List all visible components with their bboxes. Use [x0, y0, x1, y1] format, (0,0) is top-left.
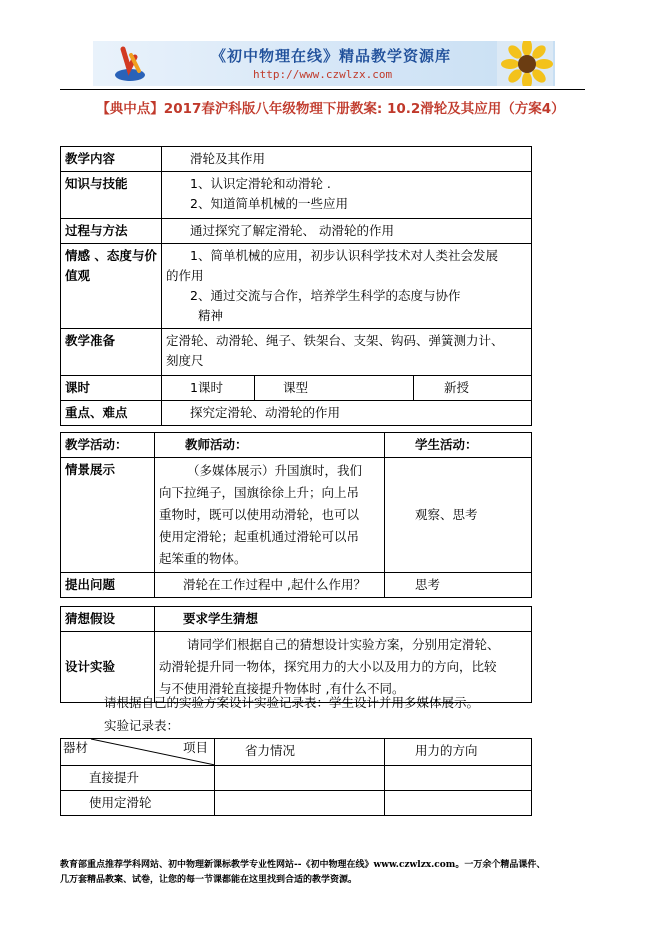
column-header: 教学活动： [61, 433, 155, 458]
class-type-value: 新授 [414, 376, 532, 401]
key-points-value: 探究定滑轮、动滑轮的作用 [162, 401, 532, 426]
experiment-record-table [60, 738, 532, 816]
content-line: 2、知道简单机械的一些应用 [190, 196, 348, 211]
row-content [155, 632, 532, 703]
row-label: 教学准备 [61, 329, 162, 376]
column-header: 用力的方向 [385, 739, 532, 766]
footer-line: 几万套精品教案、试卷，让您的每一节课都能在这里找到合适的教学资源。 [60, 875, 358, 885]
table-row [61, 632, 532, 703]
content-line: 1、简单机械的应用，初步认识科学技术对人类社会发展 [190, 248, 498, 263]
footer-line: 教育部重点推荐学科网站、初中物理新课标教学专业性网站--《初中物理在线》www.czwlzx.com。一万余个精品课件、 [60, 860, 546, 870]
content-line: 使用定滑轮；起重机通过滑轮可以吊 [159, 529, 360, 544]
table-cell [385, 766, 532, 791]
content-line: （多媒体展示）升国旗时，我们 [187, 463, 363, 478]
table-row [61, 739, 532, 766]
row-label: 提出问题 [61, 573, 155, 598]
table-cell [385, 791, 532, 816]
class-hours-value: 1课时 [162, 376, 255, 401]
table-row [61, 376, 532, 401]
row-label: 过程与方法 [61, 219, 162, 244]
corner-label-item: 项目 [182, 740, 208, 755]
table-cell [215, 766, 385, 791]
table-row [61, 147, 532, 172]
teacher-activity: 滑轮在工作过程中 ,起什么作用？ [155, 573, 385, 598]
class-type-label: 课型 [255, 376, 414, 401]
sunflower-icon [497, 41, 553, 86]
record-table-caption: 实验记录表： [104, 718, 180, 733]
content-line: 精神 [198, 308, 224, 323]
content-line: 起笨重的物体。 [159, 551, 247, 566]
class-hours-label: 课时 [61, 376, 162, 401]
lesson-info-table [60, 146, 532, 426]
header-divider [60, 89, 585, 90]
content-line: 1、认识定滑轮和动滑轮 . [190, 176, 331, 191]
table-row [61, 433, 532, 458]
content-line: 请同学们根据自己的猜想设计实验方案，分别用定滑轮、 [187, 637, 500, 652]
page-footer [60, 858, 600, 888]
row-label: 直接提升 [61, 766, 215, 791]
key-points-label: 重点、难点 [61, 401, 162, 426]
table-row [61, 401, 532, 426]
row-content [162, 147, 532, 172]
document-title: 【典中点】2017春沪科版八年级物理下册教案: 10.2滑轮及其应用（方案4） [96, 101, 565, 117]
banner-url[interactable]: http://www.czwlzx.com [253, 68, 393, 81]
row-label: 教学内容 [61, 147, 162, 172]
content-line: 的作用 [166, 268, 204, 283]
teacher-activity [155, 458, 385, 573]
corner-label-equipment: 器材 [63, 740, 89, 755]
content-line: 动滑轮提升同一物体，探究用力的大小以及用力的方向，比较 [159, 659, 497, 674]
row-label: 情感 、态度与价值观 [61, 244, 162, 329]
header-banner [93, 41, 555, 86]
student-activity: 观察、思考 [385, 458, 532, 573]
column-header: 省力情况 [215, 739, 385, 766]
table-row [61, 172, 532, 219]
table-cell [215, 791, 385, 816]
table-row [61, 458, 532, 573]
content-line: 刻度尺 [166, 353, 204, 368]
row-label: 设计实验 [61, 632, 155, 703]
row-content [162, 244, 532, 329]
content-line: 与不使用滑轮直接提升物体时 ,有什么不同。 [159, 681, 405, 696]
row-content [162, 219, 532, 244]
row-label: 猜想假设 [61, 607, 155, 632]
instruction-text: 请根据自己的实验方案设计实验记录表：学生设计并用多媒体展示。 [104, 695, 480, 710]
content-line: 定滑轮、动滑轮、绳子、铁架台、支架、钩码、弹簧测力计、 [166, 333, 504, 348]
table-row [61, 219, 532, 244]
row-content [162, 329, 532, 376]
content-line: 滑轮及其作用 [190, 151, 266, 166]
table-row [61, 244, 532, 329]
student-activity: 思考 [385, 573, 532, 598]
content-line: 重物时，既可以使用动滑轮，也可以 [159, 507, 360, 522]
table-row [61, 329, 532, 376]
experiment-design-table [60, 606, 532, 703]
content-line: 通过探究了解定滑轮、 动滑轮的作用 [190, 223, 394, 238]
site-logo-icon [113, 45, 147, 83]
row-content [162, 172, 532, 219]
table-row [61, 791, 532, 816]
diagonal-header-cell [61, 739, 215, 766]
content-line: 向下拉绳子，国旗徐徐上升；向上吊 [159, 485, 360, 500]
row-label: 使用定滑轮 [61, 791, 215, 816]
content-line: 2、通过交流与合作，培养学生科学的态度与协作 [190, 288, 461, 303]
table-row [61, 607, 532, 632]
column-header: 教师活动： [155, 433, 385, 458]
activities-table [60, 432, 532, 598]
column-header: 学生活动： [385, 433, 532, 458]
row-label: 情景展示 [61, 458, 155, 573]
table-row [61, 766, 532, 791]
row-label: 知识与技能 [61, 172, 162, 219]
table-row [61, 573, 532, 598]
banner-title: 《初中物理在线》精品教学资源库 [211, 47, 452, 65]
row-content: 要求学生猜想 [155, 607, 532, 632]
